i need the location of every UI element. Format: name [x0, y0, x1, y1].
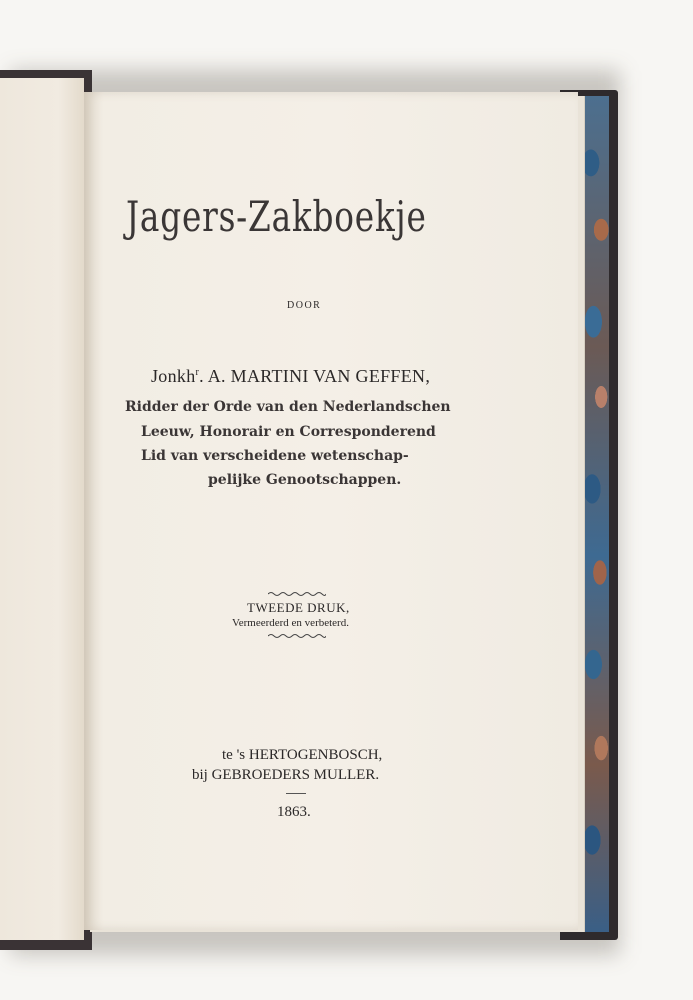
author-description-line: Ridder der Orde van den Nederlandschen — [125, 399, 451, 415]
author-prefix: Jonkh — [151, 366, 196, 386]
author-prefix-sup: r — [195, 367, 200, 378]
ornament-rule — [268, 633, 326, 639]
left-flyleaf — [0, 78, 84, 940]
edition: TWEEDE DRUK, — [247, 600, 350, 615]
ornament-rule — [268, 591, 326, 597]
by-line: DOOR — [287, 300, 322, 311]
imprint-place: te 's HERTOGENBOSCH, — [222, 747, 383, 763]
divider — [286, 793, 306, 794]
author — [151, 366, 430, 387]
imprint-year: 1863. — [277, 804, 311, 820]
author-description-line: Lid van verscheidene wetenschap- — [141, 448, 409, 464]
edition-note: Vermeerderd en verbeterd. — [232, 617, 349, 629]
author-description-line: Leeuw, Honorair en Corresponderend — [141, 424, 436, 440]
author-name: . A. MARTINI VAN GEFFEN, — [199, 366, 431, 386]
imprint-publisher: bij GEBROEDERS MULLER. — [192, 767, 380, 783]
marbled-edge — [583, 96, 609, 932]
book-title: Jagers-Zakboekje — [126, 192, 427, 241]
author-description-line: pelijke Genootschappen. — [208, 472, 402, 488]
